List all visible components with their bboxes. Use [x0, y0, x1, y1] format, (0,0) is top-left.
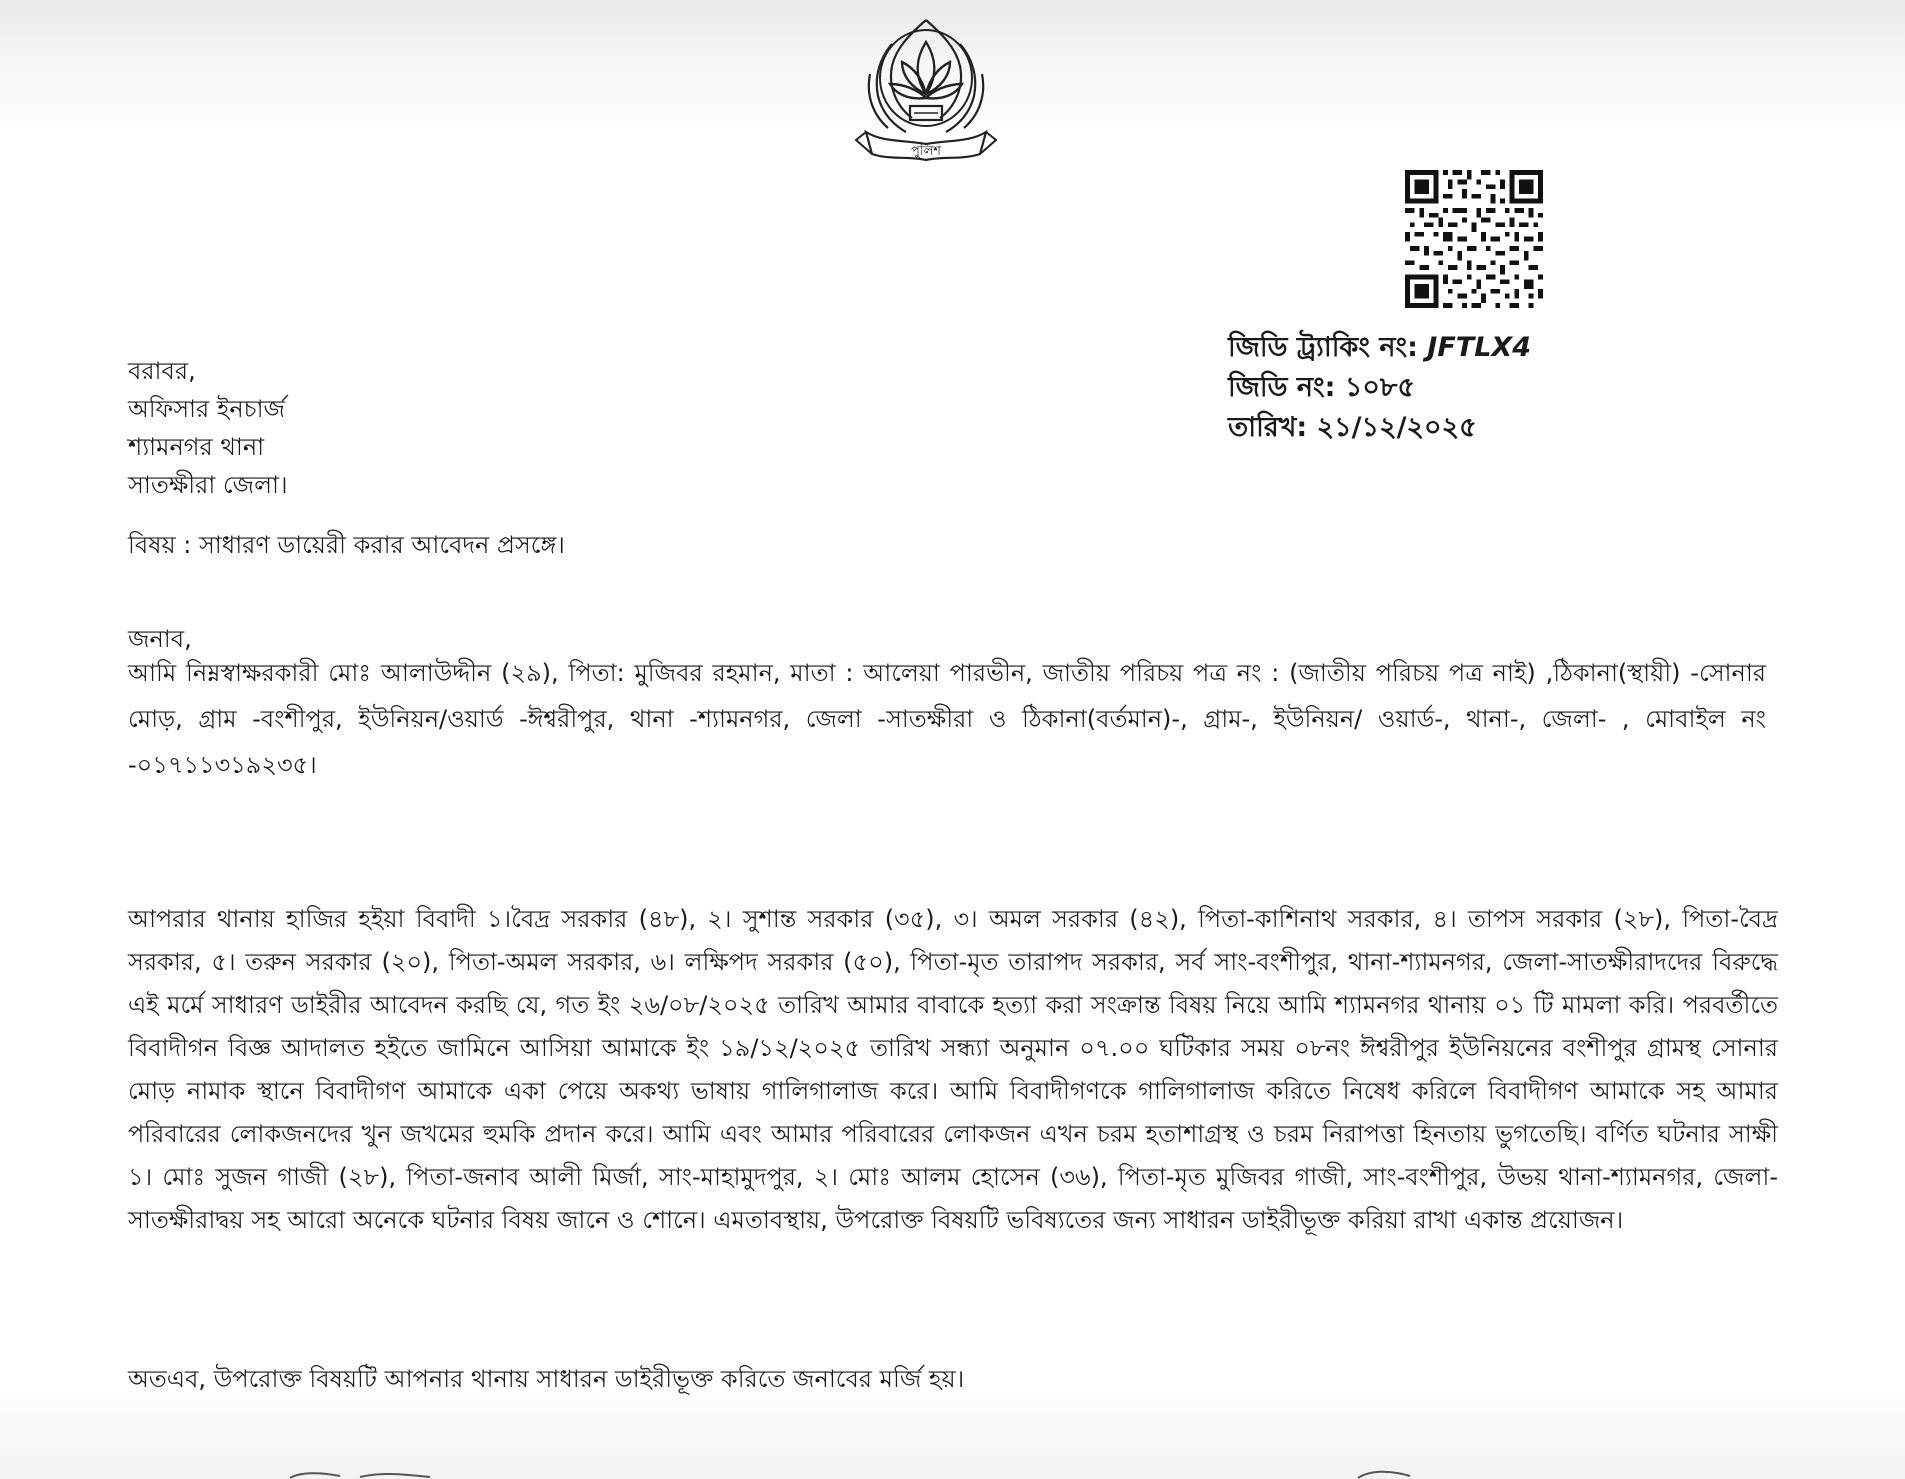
- closing-line: অতএব, উপরোক্ত বিষয়টি আপনার থানায় সাধারন ডাইরীভূক্ত করিতে জনাবের মর্জি হয়।: [128, 1365, 965, 1393]
- gd-date-label: তারিখ:: [1228, 412, 1308, 443]
- bottom-edge-marks: [0, 1466, 1905, 1479]
- gd-tracking-row: [1228, 328, 1531, 368]
- gd-tracking-value: JFTLX4: [1427, 332, 1532, 363]
- body-paragraph: আপরার থানায় হাজির হইয়া বিবাদী ১।বৈদ্র সরকার (৪৮), ২। সুশান্ত সরকার (৩৫), ৩। অমল সরকার (৪২), পিতা-কাশিনাথ সরকার, ৪। তাপস সরকার (২৮), পিতা-বৈদ্র সরকার, ৫। তরুন সরকার (২০), পিতা-অমল সরকার, ৬। লক্ষিপদ সরকার (৫০), পিতা-মৃত তারাপদ সরকার, সর্ব সাং-বংশীপুর, থানা-শ্যামনগর, জেলা-সাতক্ষীরাদদের বিরুদ্ধে এই মর্মে সাধারণ ডাইরীর আবেদন করছি যে, গত ইং ২৬/০৮/২০২৫ তারিখ আমার বাবাকে হত্যা করা সংক্রান্ত বিষয় নিয়ে আমি শ্যামনগর থানায় ০১ টি মামলা করি। পরবর্তীতে বিবাদীগন বিজ্ঞ আদালত হইতে জামিনে আসিয়া আমাকে ইং ১৯/১২/২০২৫ তারিখ সন্ধ্যা অনুমান ০৭.০০ ঘটিকার সময় ০৮নং ঈশ্বরীপুর ইউনিয়নের বংশীপুর গ্রামস্থ সোনার মোড় নামাক স্থানে বিবাদীগণ আমাকে একা পেয়ে অকথ্য ভাষায় গালিগালাজ করে। আমি বিবাদীগণকে গালিগালাজ করিতে নিষেধ করিলে বিবাদীগণ আমাকে সহ আমার পরিবারের লোকজনদের খুন জখমের হুমকি প্রদান করে। আমি এবং আমার পরিবারের লোকজন এখন চরম হতাশাগ্রস্থ ও চরম নিরাপত্তা হিনতায় ভুগতেছি। বর্ণিত ঘটনার সাক্ষী ১। মোঃ সুজন গাজী (২৮), পিতা-জনাব আলী মির্জা, সাং-মাহামুদপুর, ২। মোঃ আলম হোসেন (৩৬), পিতা-মৃত মুজিবর গাজী, সাং-বংশীপুর, উভয় থানা-শ্যামনগর, জেলা-সাতক্ষীরাদ্বয় সহ আরো অনেকে ঘটনার বিষয় জানে ও শোনে। এমতাবস্থায়, উপরোক্ত বিষয়টি ভবিষ্যতের জন্য সাধারন ডাইরীভূক্ত করিয়া রাখা একান্ত প্রয়োজন।: [128, 905, 1778, 1234]
- gd-date-value: ২১/১২/২০২৫: [1316, 412, 1477, 443]
- recipient-address: [128, 352, 288, 504]
- subject-line: বিষয় : সাধারণ ডায়েরী করার আবেদন প্রসঙ্গে।: [128, 531, 565, 559]
- recipient-line: শ্যামনগর থানা: [128, 433, 265, 461]
- recipient-line: অফিসার ইনচার্জ: [128, 395, 286, 423]
- recipient-line: বরাবর,: [128, 357, 196, 385]
- qr-code-icon: [1405, 170, 1543, 308]
- salutation: জনাব,: [128, 625, 192, 653]
- police-emblem-icon: [852, 14, 1000, 170]
- gd-number-row: [1228, 368, 1531, 408]
- gd-number-label: জিডি নং:: [1228, 372, 1336, 403]
- gd-tracking-label: জিডি ট্র্যাকিং নং:: [1228, 332, 1418, 363]
- recipient-line: সাতক্ষীরা জেলা।: [128, 471, 288, 499]
- emblem-label: পুলিশ: [911, 144, 941, 159]
- gd-number-value: ১০৮৫: [1344, 372, 1415, 403]
- intro-paragraph: আমি নিম্নস্বাক্ষরকারী মোঃ আলাউদ্দীন (২৯), পিতা: মুজিবর রহমান, মাতা : আলেয়া পারভীন, জাতীয় পরিচয় পত্র নং : (জাতীয় পরিচয় পত্র নাই) ,ঠিকানা(স্থায়ী) -সোনার মোড়, গ্রাম -বংশীপুর, ইউনিয়ন/ওয়ার্ড -ঈশ্বরীপুর, থানা -শ্যামনগর, জেলা -সাতক্ষীরা ও ঠিকানা(বর্তমান)-, গ্রাম-, ইউনিয়ন/ ওয়ার্ড-, থানা-, জেলা- , মোবাইল নং -০১৭১১৩১৯২৩৫।: [128, 659, 1766, 779]
- gd-info: [1228, 328, 1531, 448]
- gd-date-row: [1228, 408, 1531, 448]
